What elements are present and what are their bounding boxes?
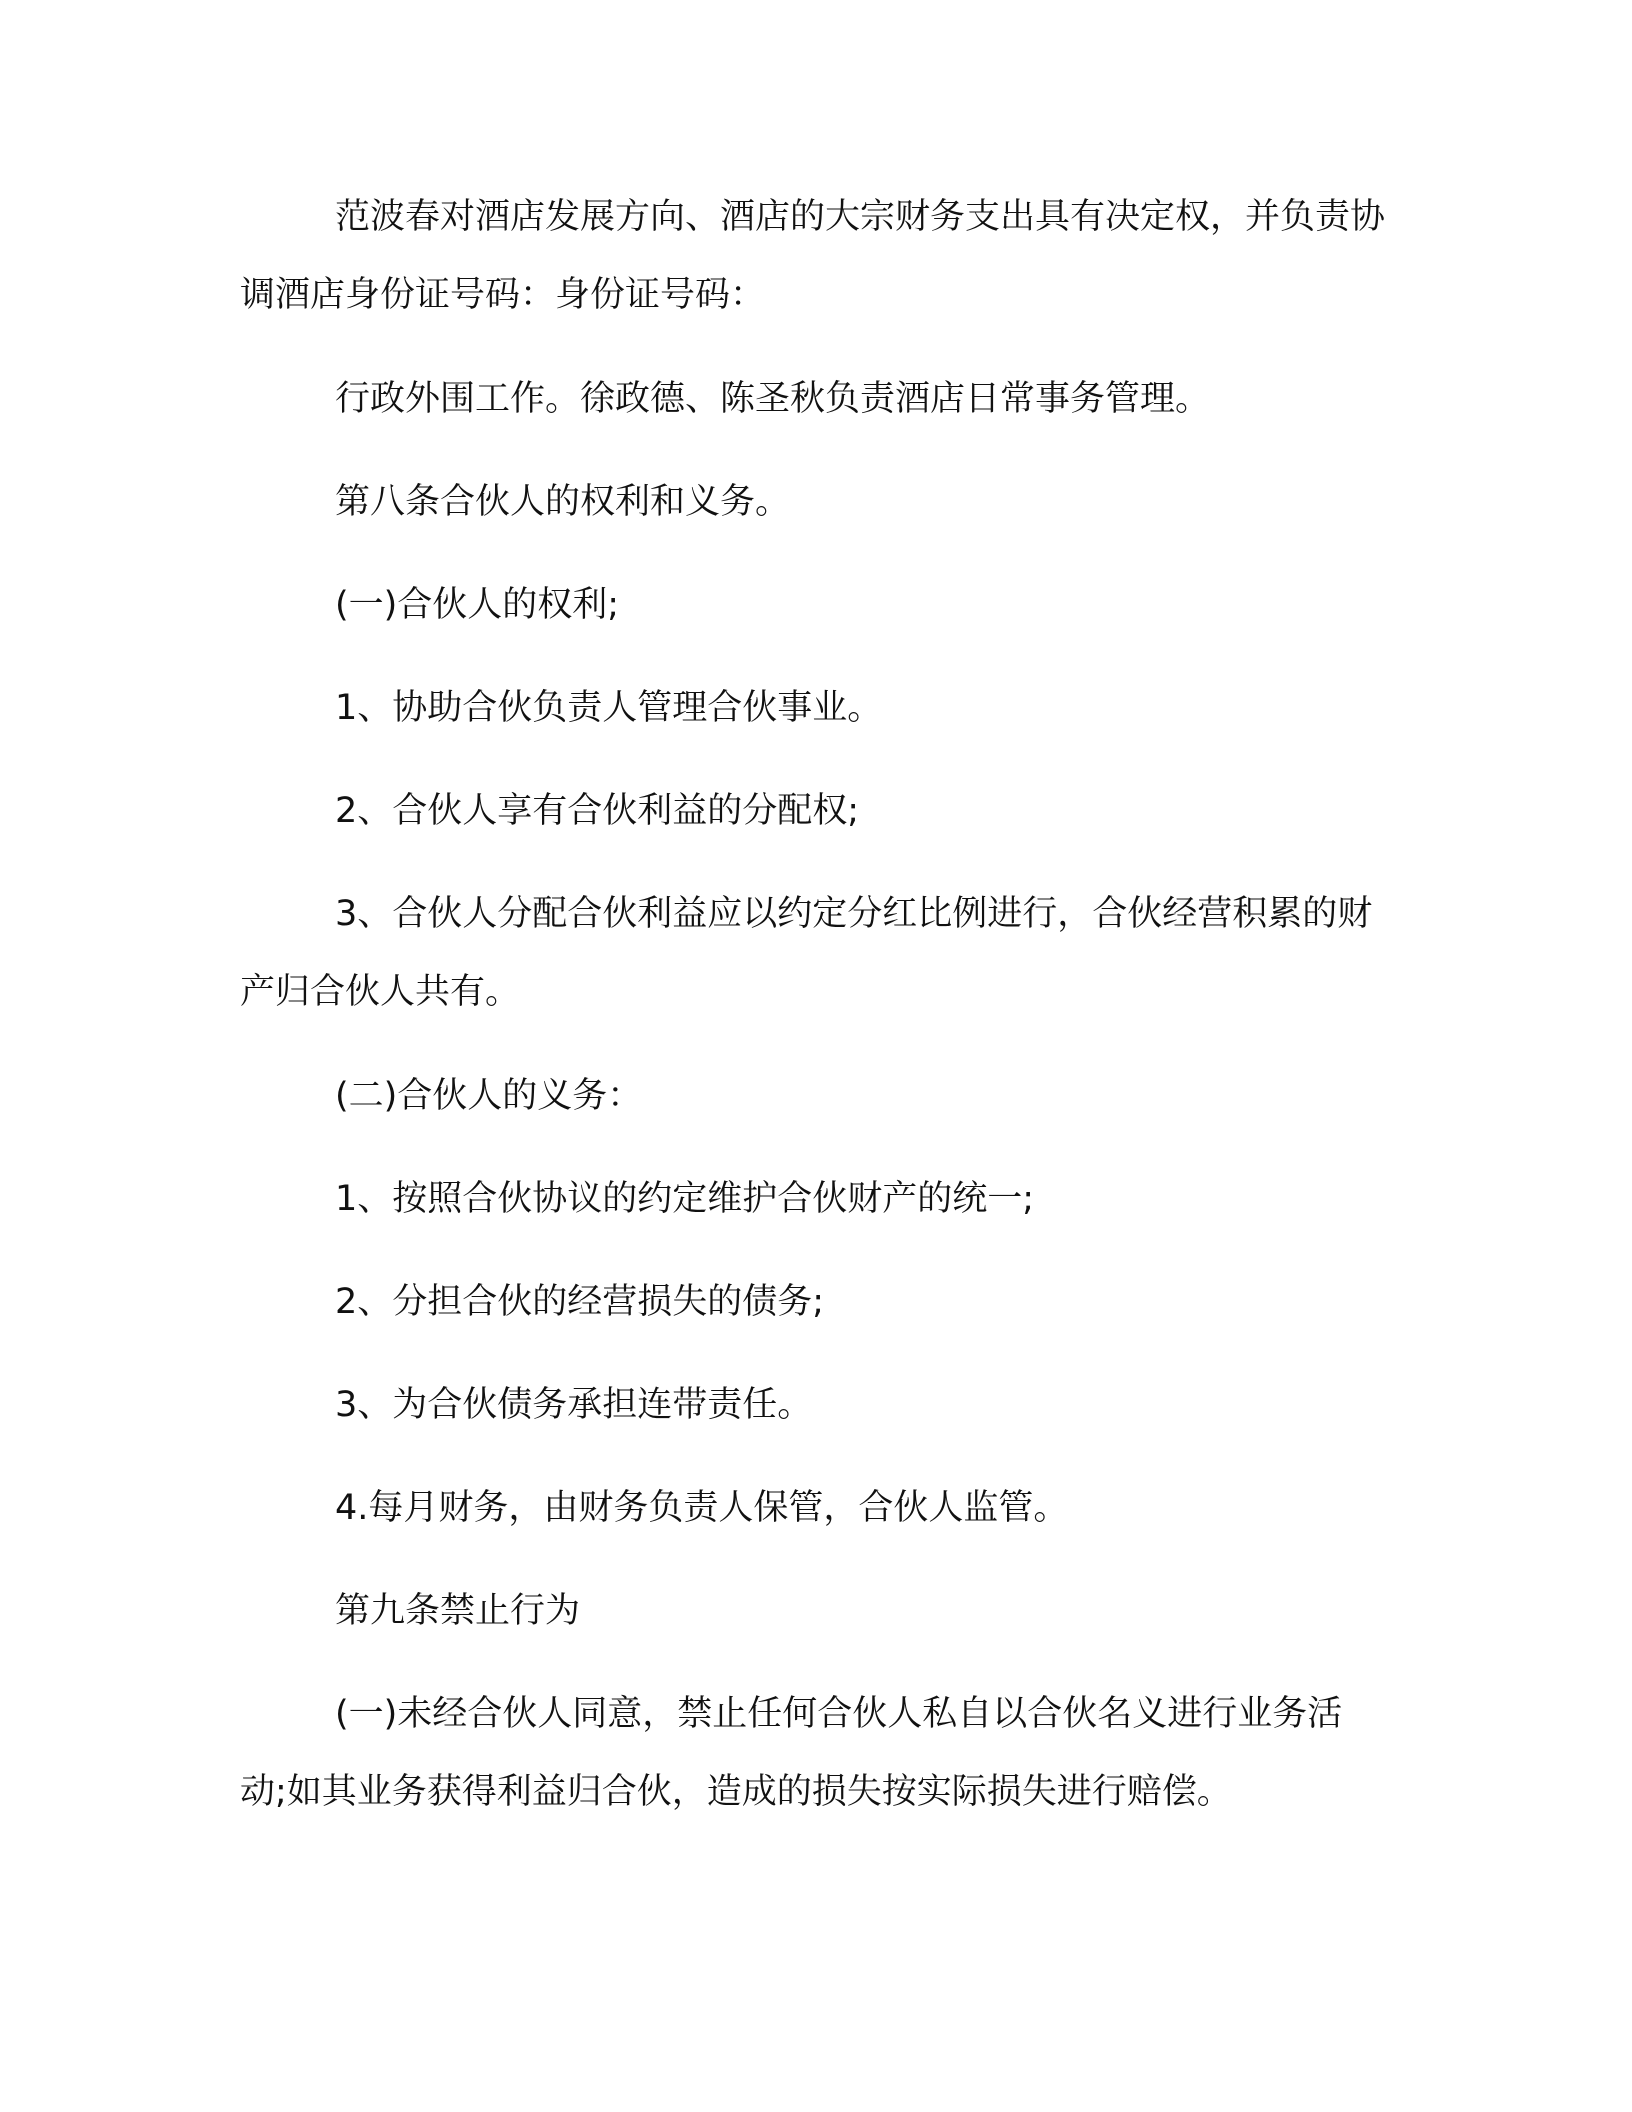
paragraph-duty-3: 3、为合伙债务承担连带责任。 <box>335 1385 813 1425</box>
paragraph-right-3: 3、合伙人分配合伙利益应以约定分红比例进行，合伙经营积累的财产归合伙人共有。 <box>240 894 1373 1012</box>
paragraph-partner-duties-heading: (二)合伙人的义务： <box>335 1076 643 1116</box>
paragraph-duty-4: 4.每月财务，由财务负责人保管，合伙人监管。 <box>335 1488 1069 1528</box>
paragraph-partner-rights-heading: (一)合伙人的权利; <box>335 585 620 625</box>
paragraph-article-8-heading: 第八条合伙人的权利和义务。 <box>335 482 791 522</box>
paragraph-prohibition-1: (一)未经合伙人同意，禁止任何合伙人私自以合伙名义进行业务活动;如其业务获得利益归合伙，造成的损失按实际损失进行赔偿。 <box>240 1694 1343 1812</box>
paragraph-right-2: 2、合伙人享有合伙利益的分配权; <box>335 791 860 831</box>
paragraph-decision-rights: 范波春对酒店发展方向、酒店的大宗财务支出具有决定权，并负责协调酒店身份证号码：身份证号码： <box>240 197 1386 315</box>
paragraph-admin-work: 行政外围工作。徐政德、陈圣秋负责酒店日常事务管理。 <box>335 379 1211 419</box>
paragraph-duty-2: 2、分担合伙的经营损失的债务; <box>335 1282 825 1322</box>
paragraph-article-9-heading: 第九条禁止行为 <box>335 1591 581 1631</box>
paragraph-duty-1: 1、按照合伙协议的约定维护合伙财产的统一; <box>335 1179 1035 1219</box>
paragraph-right-1: 1、协助合伙负责人管理合伙事业。 <box>335 688 883 728</box>
